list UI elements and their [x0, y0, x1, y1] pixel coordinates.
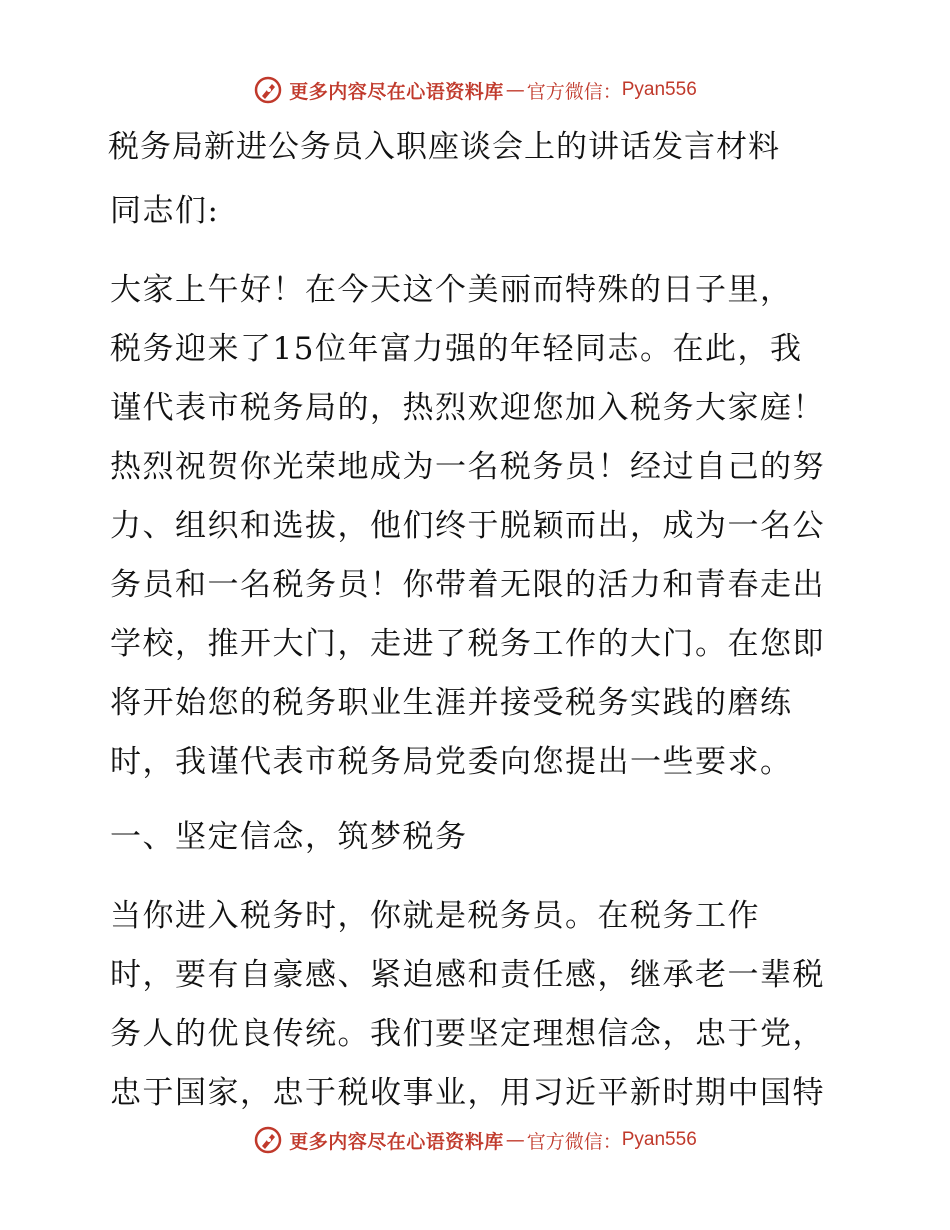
- paragraph-line: 大家上午好！在今天这个美丽而特殊的日子里，: [110, 272, 793, 308]
- pen-logo-icon: [253, 75, 283, 105]
- header-watermark-banner: [0, 70, 950, 110]
- pen-logo-icon: [253, 1125, 283, 1155]
- paragraph-line: 忠于国家，忠于税收事业，用习近平新时期中国特: [110, 1075, 825, 1111]
- paragraph-line: 时，要有自豪感、紧迫感和责任感，继承老一辈税: [110, 957, 825, 993]
- watermark-dash: —: [505, 1129, 525, 1151]
- paragraph-line: 谨代表市税务局的，热烈欢迎您加入税务大家庭！: [110, 390, 825, 426]
- watermark-wechat-id: Pyan556: [621, 79, 697, 100]
- watermark-main-text: 更多内容尽在心语资料库: [289, 1130, 504, 1153]
- paragraph-line: 当你进入税务时，你就是税务员。在税务工作: [110, 898, 760, 934]
- section-heading-1: 一、坚定信念，筑梦税务: [110, 819, 468, 855]
- watermark-wechat-id: Pyan556: [621, 1129, 697, 1150]
- watermark-wechat-label: 官方微信：: [526, 1130, 622, 1153]
- salutation: 同志们:: [110, 193, 220, 229]
- document-body: [100, 118, 860, 1123]
- watermark-dash: —: [505, 79, 525, 101]
- paragraph-line: 时，我谨代表市税务局党委向您提出一些要求。: [110, 744, 793, 780]
- paragraph-2: [100, 887, 860, 1123]
- paragraph-line: 将开始您的税务职业生涯并接受税务实践的磨练: [110, 685, 793, 721]
- paragraph-line: 务人的优良传统。我们要坚定理想信念，忠于党，: [110, 1016, 825, 1052]
- watermark-wechat-label: 官方微信：: [526, 80, 622, 103]
- paragraph-line: 税务迎来了15位年富力强的年轻同志。在此，我: [110, 331, 803, 367]
- watermark-main-text: 更多内容尽在心语资料库: [289, 80, 504, 103]
- paragraph-line: 力、组织和选拔，他们终于脱颖而出，成为一名公: [110, 508, 825, 544]
- paragraph-line: 务员和一名税务员！你带着无限的活力和青春走出: [110, 567, 825, 603]
- paragraph-1: [100, 261, 860, 792]
- paragraph-line: 热烈祝贺你光荣地成为一名税务员！经过自己的努: [110, 449, 825, 485]
- footer-watermark-banner: [0, 1120, 950, 1160]
- paragraph-line: 学校，推开大门，走进了税务工作的大门。在您即: [110, 626, 825, 662]
- document-title: 税务局新进公务员入职座谈会上的讲话发言材料: [108, 129, 780, 165]
